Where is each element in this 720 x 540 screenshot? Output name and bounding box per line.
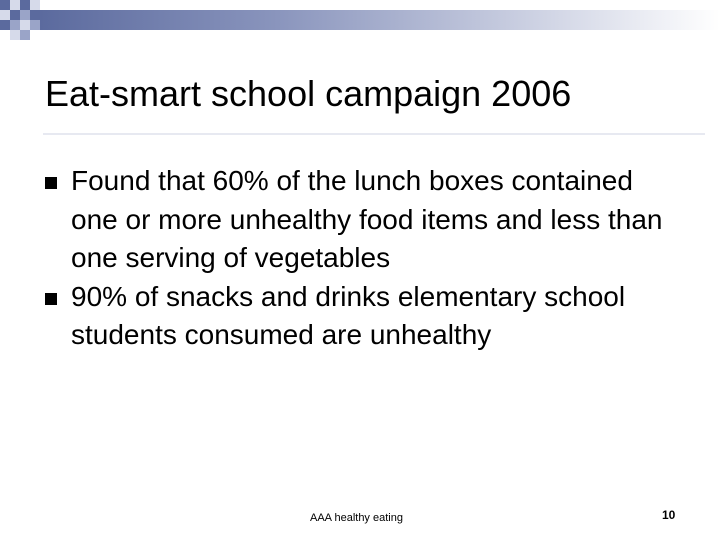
checker-square bbox=[0, 20, 10, 30]
checker-square bbox=[10, 30, 20, 40]
title-divider bbox=[43, 133, 705, 135]
bullet-item bbox=[45, 162, 685, 278]
slide-title: Eat-smart school campaign 2006 bbox=[45, 73, 572, 114]
bullet-text: 90% of snacks and drinks elementary school students consumed are unhealthy bbox=[71, 280, 626, 350]
checker-square bbox=[0, 0, 10, 10]
checker-square bbox=[30, 20, 40, 30]
checker-square bbox=[20, 10, 30, 20]
checker-square bbox=[30, 10, 40, 20]
bullet-text: Found that 60% of the lunch boxes contained one or more unhealthy food items and less than one serving of vegetables bbox=[71, 165, 663, 273]
bullet-item bbox=[45, 278, 685, 355]
square-bullet-icon bbox=[45, 293, 57, 305]
page-number: 10 bbox=[662, 508, 676, 522]
checker-square bbox=[10, 20, 20, 30]
checker-square bbox=[30, 0, 40, 10]
checker-square bbox=[20, 30, 30, 40]
footer-text: AAA healthy eating bbox=[310, 512, 403, 524]
header-gradient-bar bbox=[40, 10, 720, 30]
checker-square bbox=[0, 10, 10, 20]
checker-square bbox=[10, 0, 20, 10]
header-decoration bbox=[0, 0, 720, 44]
checker-square bbox=[10, 10, 20, 20]
checker-square bbox=[20, 20, 30, 30]
checker-square bbox=[20, 0, 30, 10]
bullet-list bbox=[45, 162, 685, 355]
square-bullet-icon bbox=[45, 177, 57, 189]
